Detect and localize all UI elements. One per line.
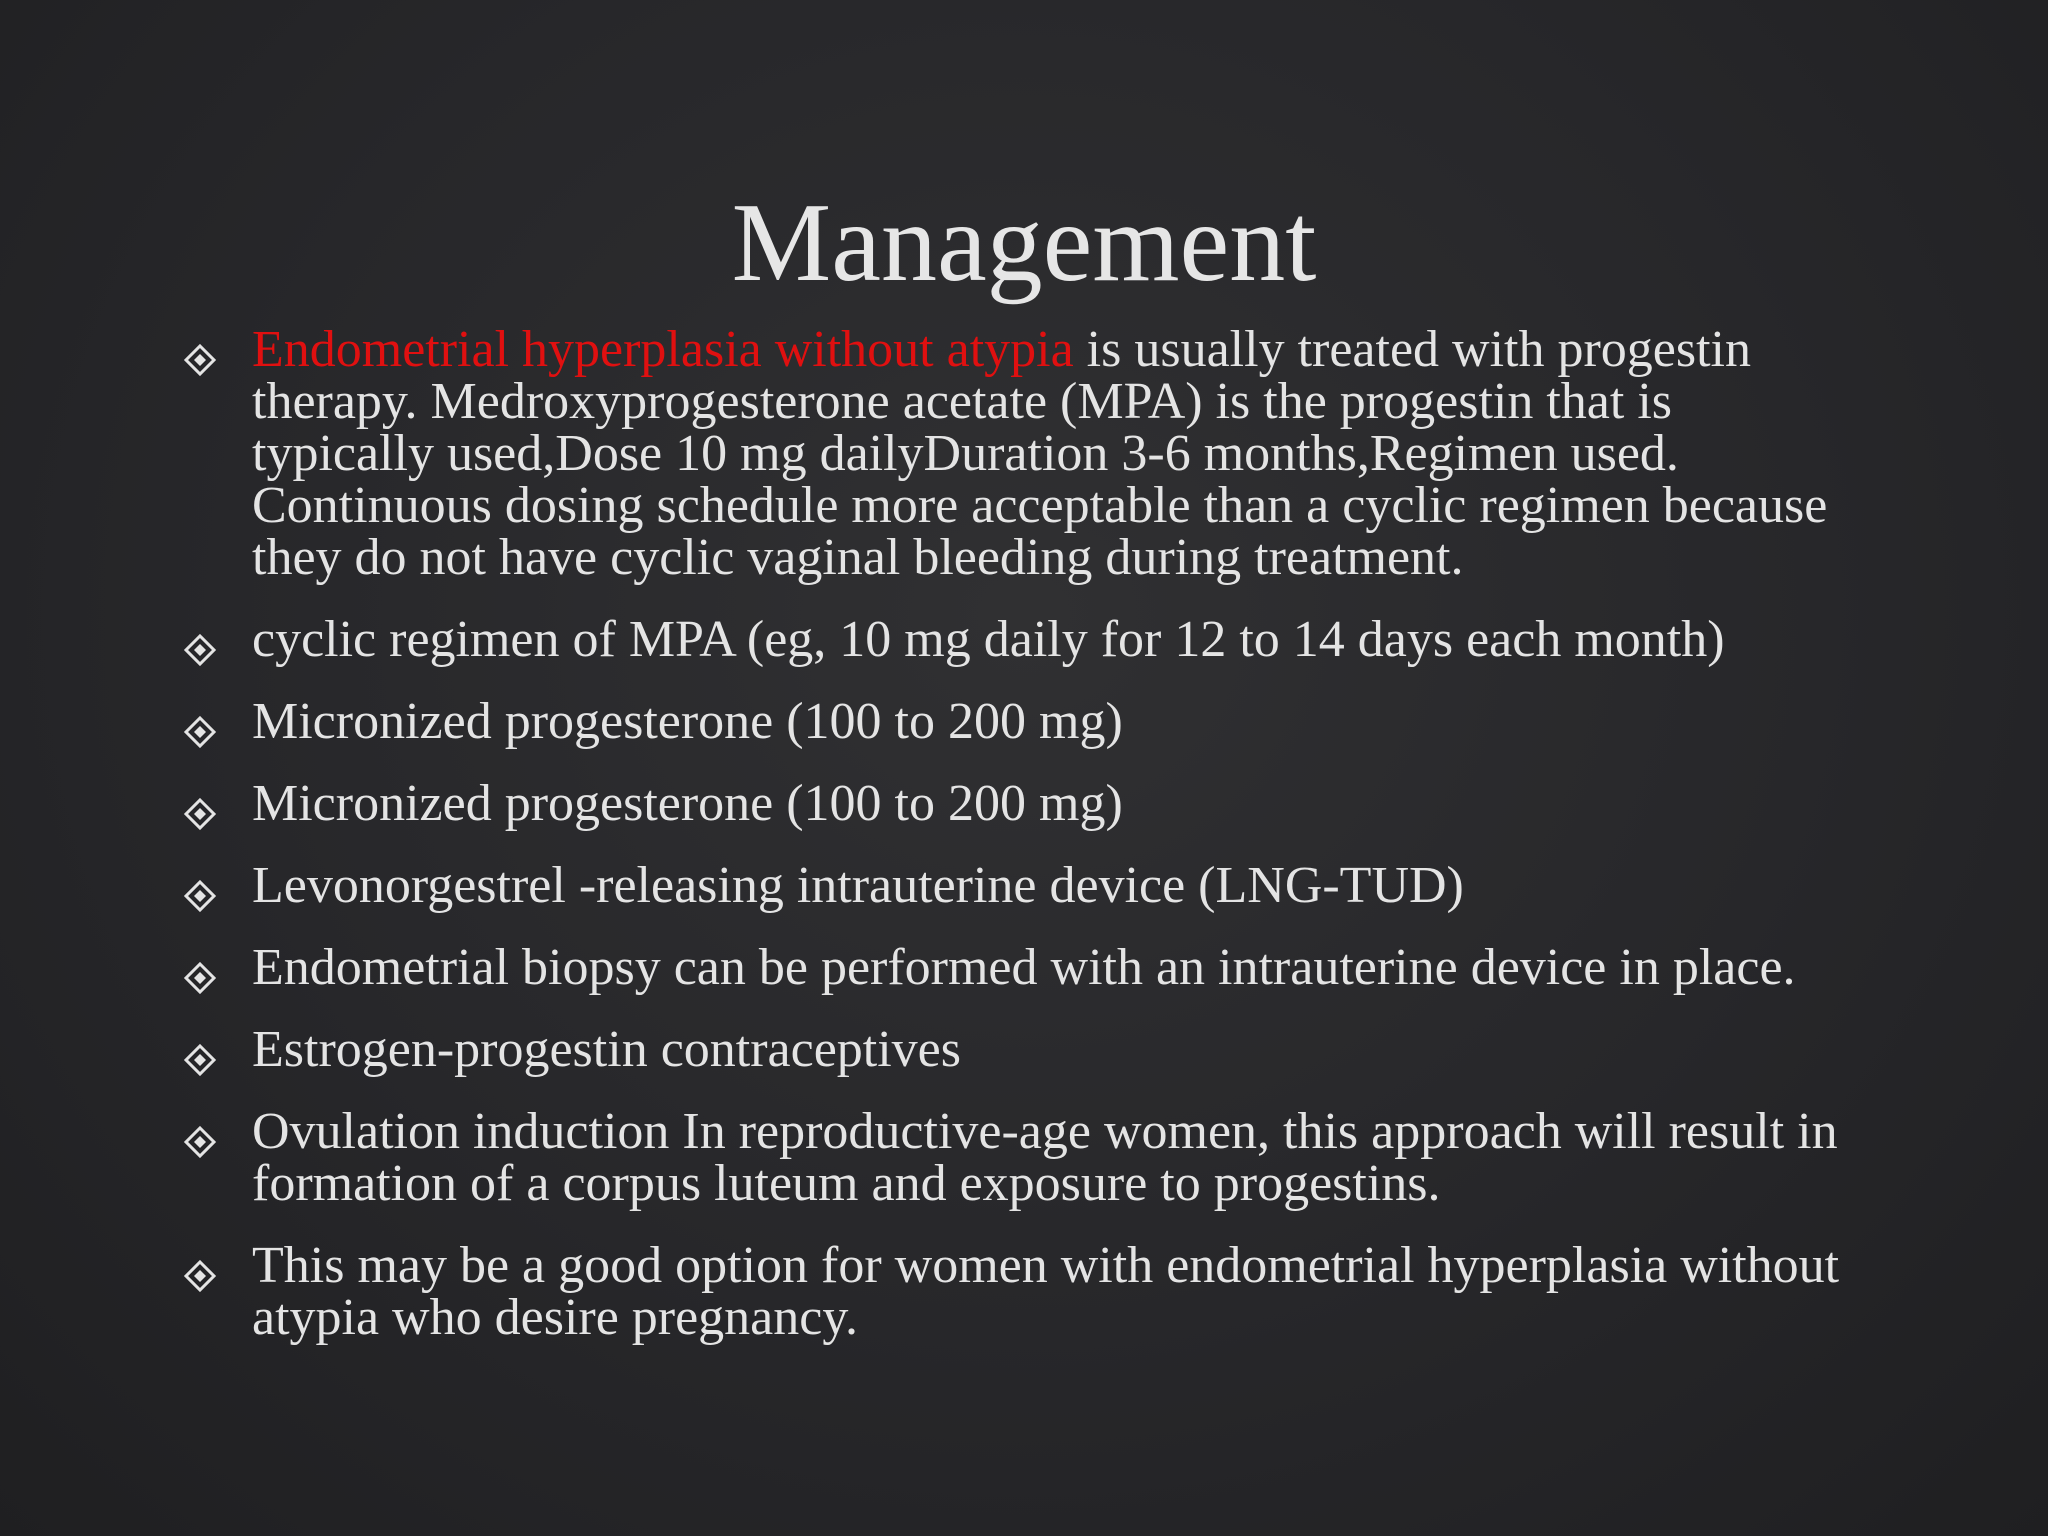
bullet-item — [182, 857, 1842, 914]
bullet-text: cyclic regimen of MPA (eg, 10 mg daily for 12 to 14 days each month) — [252, 611, 1725, 668]
bullet-text: Micronized progesterone (100 to 200 mg) — [252, 775, 1123, 832]
bullet-text: Endometrial biopsy can be performed with an intrauterine device in place. — [252, 939, 1796, 996]
diamond-bullet-icon — [182, 632, 218, 668]
bullet-item — [182, 321, 1842, 586]
slide-title: Management — [731, 181, 1317, 305]
diamond-bullet-icon — [182, 878, 218, 914]
bullet-text: Estrogen-progestin contraceptives — [252, 1021, 961, 1078]
diamond-bullet-icon — [182, 342, 218, 378]
bullet-text: Ovulation induction In reproductive-age women, this approach will result in formation of a corpus luteum and exposure to progestins. — [252, 1103, 1838, 1212]
diamond-bullet-icon — [182, 796, 218, 832]
highlighted-term: Endometrial hyperplasia without atypia — [252, 321, 1074, 378]
bullet-list — [182, 321, 1842, 1374]
diamond-bullet-icon — [182, 1124, 218, 1160]
bullet-item — [182, 939, 1842, 996]
diamond-bullet-icon — [182, 960, 218, 996]
bullet-item — [182, 1237, 1842, 1346]
bullet-text: Micronized progesterone (100 to 200 mg) — [252, 693, 1123, 750]
bullet-text: This may be a good option for women with endometrial hyperplasia without atypia who desire pregnancy. — [252, 1237, 1840, 1346]
bullet-text: is usually treated with progestin therapy. Medroxyprogesterone acetate (MPA) is the progestin that is typically used,Dose 10 mg dailyDuration 3-6 months,Regimen used. Continuous dosing schedule more acceptable than a cyclic regimen because they do not have cyclic vaginal bleeding during treatment. — [252, 321, 1828, 586]
bullet-item — [182, 775, 1842, 832]
bullet-text: Levonorgestrel -releasing intrauterine device (LNG-TUD) — [252, 857, 1464, 914]
bullet-item — [182, 1021, 1842, 1078]
diamond-bullet-icon — [182, 1258, 218, 1294]
bullet-item — [182, 1103, 1842, 1212]
bullet-item — [182, 611, 1842, 668]
diamond-bullet-icon — [182, 1042, 218, 1078]
diamond-bullet-icon — [182, 714, 218, 750]
bullet-item — [182, 693, 1842, 750]
